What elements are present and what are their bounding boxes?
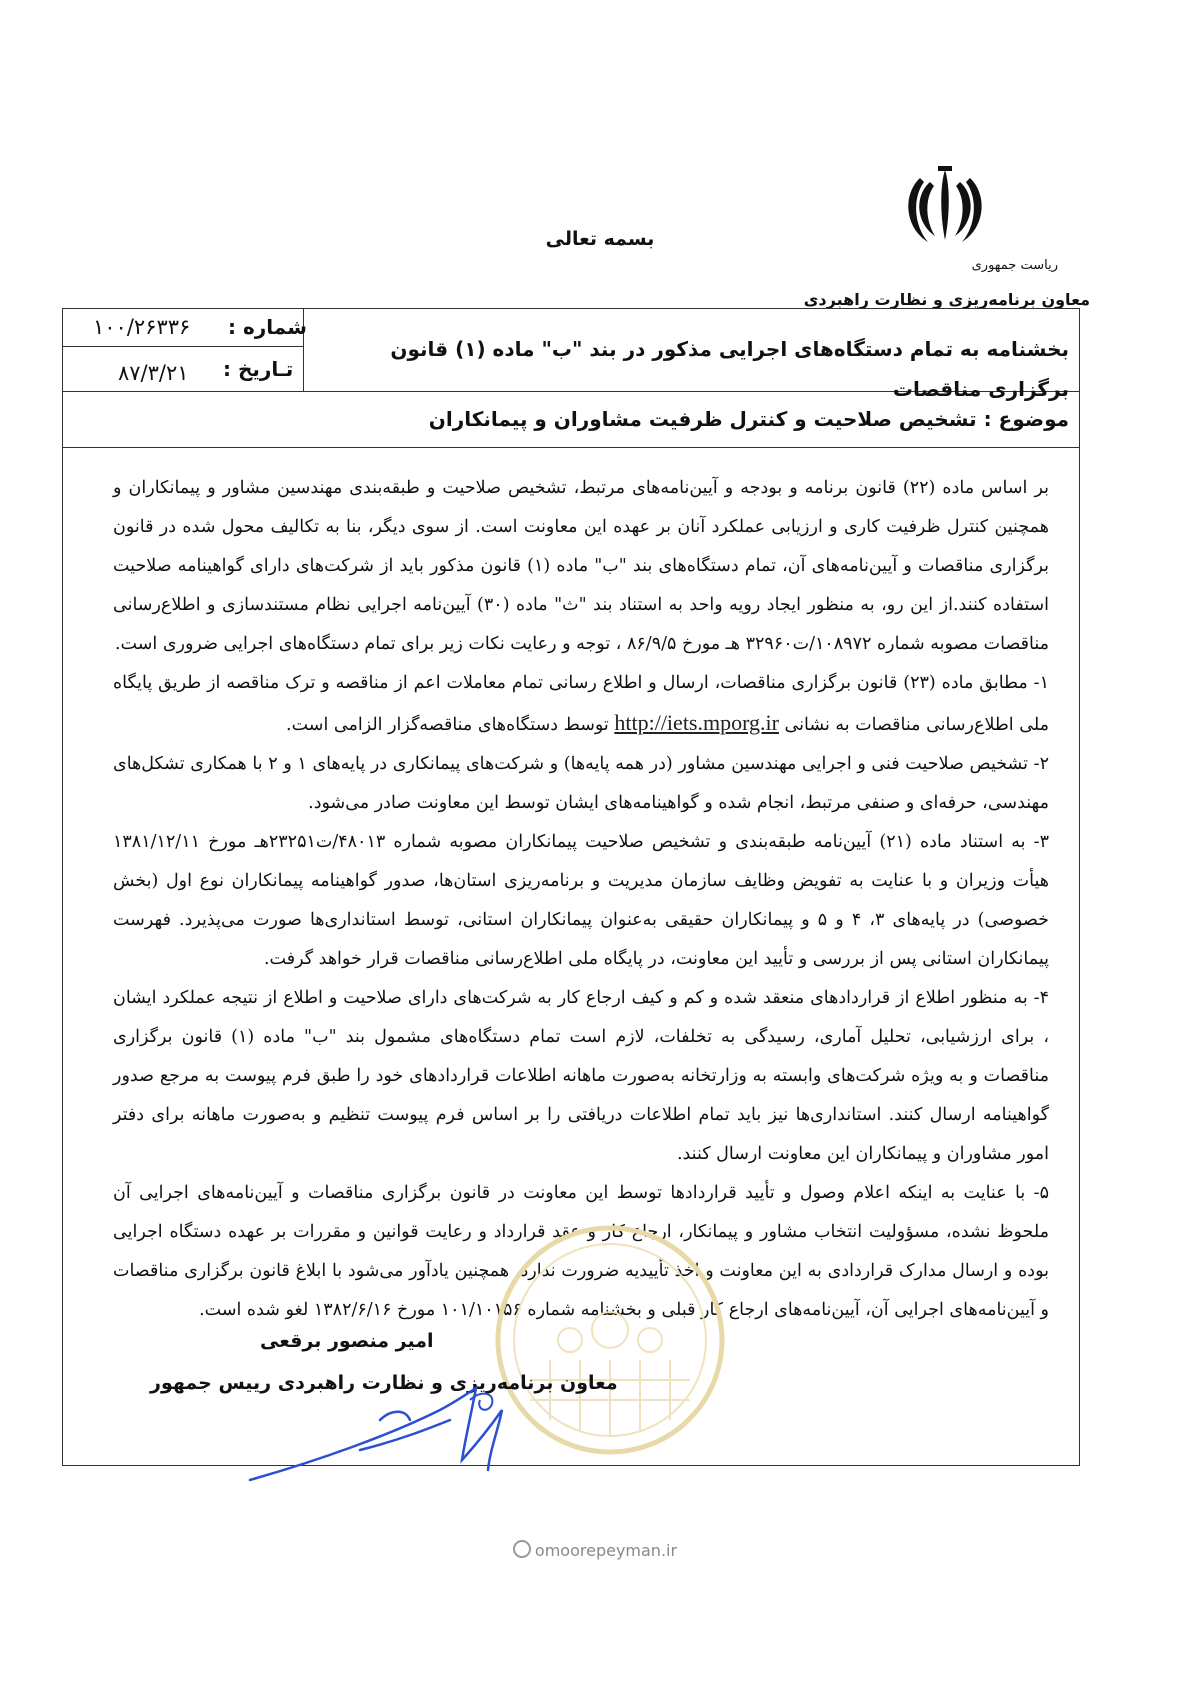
item-3: ۳- به استناد ماده (۲۱) آیین‌نامه طبقه‌بندی و تشخیص صلاحیت پیمانکاران مصوبه شماره ۴۸۰۱۳/ت۲۳۲۵۱هـ مورخ ۱۳۸۱/۱۲/۱۱ هیأت وزیران و با عنایت به تفویض وظایف سازمان مدیریت و برنامه‌ریزی استان‌ها، صدور گواهینامه پیمانکاران نوع اول (بخش خصوصی) در پایه‌های ۳، ۴ و ۵ و پیمانکاران حقیقی به‌عنوان پیمانکاران استانی، توسط استانداری‌ها صورت می‌پذیرد. فهرست پیمانکاران استانی پس از بررسی و تأیید این معاونت، در پایگاه ملی اطلاع‌رسانی مناقصات قرار خواهد گرفت. — [113, 832, 1049, 969]
footer-handle — [480, 1540, 710, 1560]
subject-divider — [63, 447, 1079, 448]
handwritten-signature — [240, 1380, 540, 1490]
instagram-icon — [513, 1540, 531, 1558]
item-5: ۵- با عنایت به اینکه اعلام وصول و تأیید قراردادها توسط این معاونت در قانون برگزاری مناقصات و آیین‌نامه‌های اجرایی آن ملحوظ نشده، مسؤولیت انتخاب مشاور و پیمانکار، ارجاع کار و عقد قرارداد و رعایت قوانین و مقررات بر عهده دستگاه اجرایی بوده و ارسال مدارک قراردادی به این معاونت و اخذ تأییدیه ضرورت ندارد. همچنین یادآور می‌شود با ابلاغ قانون برگزاری مناقصات و آیین‌نامه‌های اجرایی آن، آیین‌نامه‌های ارجاع کار قبلی و بخشنامه شماره ۱۰۱/۱۰۱۵۶ مورخ ۱۳۸۲/۶/۱۶ لغو شده است. — [113, 1183, 1049, 1320]
number-value: ۱۰۰/۲۶۳۳۶ — [93, 315, 191, 339]
item-1-text-after: توسط دستگاه‌های مناقصه‌گزار الزامی است. — [286, 715, 609, 735]
org-deputy: معاون برنامه‌ریزی و نظارت راهبردی — [803, 290, 1090, 309]
circular-title: بخشنامه به تمام دستگاه‌های اجرایی مذکور در بند "ب" ماده (۱) قانون برگزاری مناقصات — [390, 337, 1069, 401]
org-presidency: ریاست جمهوری — [971, 258, 1058, 273]
item-1 — [113, 664, 1049, 745]
item-4: ۴- به منظور اطلاع از قراردادهای منعقد شده و کم و کیف ارجاع کار به شرکت‌های دارای صلاحیت و اطلاع از نتیجه عملکرد ایشان ، برای ارزشیابی، تحلیل آماری، رسیدگی به تخلفات، لازم است تمام دستگاه‌های مشمول بند "ب" ماده (۱) قانون برگزاری مناقصات و به ویژه شرکت‌های وابسته به وزارتخانه به‌صورت ماهانه اطلاعات قراردادهای خود را طبق فرم پیوست به مرجع صدور گواهینامه ارسال کنند. استانداری‌ها نیز باید تمام اطلاعات دریافتی را بر اساس فرم پیوست تنظیم و به‌صورت ماهانه برای دفتر امور مشاوران و پیمانکاران این معاونت ارسال کنند. — [113, 988, 1049, 1164]
iran-emblem-icon — [900, 160, 990, 250]
iets-link[interactable]: http://iets.mporg.ir — [614, 710, 779, 735]
letter-body — [113, 469, 1049, 1330]
date-value: ۸۷/۳/۲۱ — [118, 361, 189, 385]
item-1-text: ۱- مطابق ماده (۲۳) قانون برگزاری مناقصات، ارسال و اطلاع رسانی تمام معاملات اعم از مناقصه و ترک مناقصه از طریق پایگاه ملی اطلاع‌رسانی مناقصات به نشانی — [113, 673, 1049, 735]
footer-handle-text: omoorepeyman.ir — [534, 1541, 678, 1560]
item-2: ۲- تشخیص صلاحیت فنی و اجرایی مهندسین مشاور (در همه پایه‌ها) و شرکت‌های پیمانکاری در پایه‌های ۱ و ۲ با همکاری تشکل‌های مهندسی، حرفه‌ای و صنفی مرتبط، انجام شده و گواهینامه‌های ایشان توسط این معاونت صادر می‌شود. — [113, 754, 1049, 813]
bismillah-heading: بسمه تعالی — [545, 228, 655, 250]
date-label: تـاریخ : — [223, 357, 294, 381]
signatory-title: معاون برنامه‌ریزی و نظارت راهبردی رییس جمهور — [150, 1372, 618, 1394]
meta-divider — [63, 346, 303, 347]
signatory-name: امیر منصور برقعی — [260, 1330, 434, 1352]
subject-line: موضوع : تشخیص صلاحیت و کنترل ظرفیت مشاوران و پیمانکاران — [428, 407, 1069, 431]
intro-paragraph: بر اساس ماده (۲۲) قانون برنامه و بودجه و آیین‌نامه‌های مرتبط، تشخیص صلاحیت و طبقه‌بندی مهندسین مشاور و پیمانکاران و همچنین کنترل ظرفیت کاری و ارزیابی عملکرد آنان بر عهده این معاونت است. از سوی دیگر، بنا به تکالیف محول شده در قانون برگزاری مناقصات و آیین‌نامه‌های آن، تمام دستگاه‌های بند "ب" ماده (۱) قانون مذکور باید از شرکت‌های دارای گواهینامه صلاحیت استفاده کنند.از این رو، به منظور ایجاد رویه واحد به استناد بند "ث" ماده (۳۰) آیین‌نامه اجرایی نظام مستندسازی و اطلاع‌رسانی مناقصات مصوبه شماره ۱۰۸۹۷۲/ت۳۲۹۶۰ هـ مورخ ۸۶/۹/۵ ، توجه و رعایت نکات زیر برای تمام دستگاه‌های اجرایی ضروری است. — [113, 478, 1050, 654]
number-label: شماره : — [228, 315, 307, 339]
